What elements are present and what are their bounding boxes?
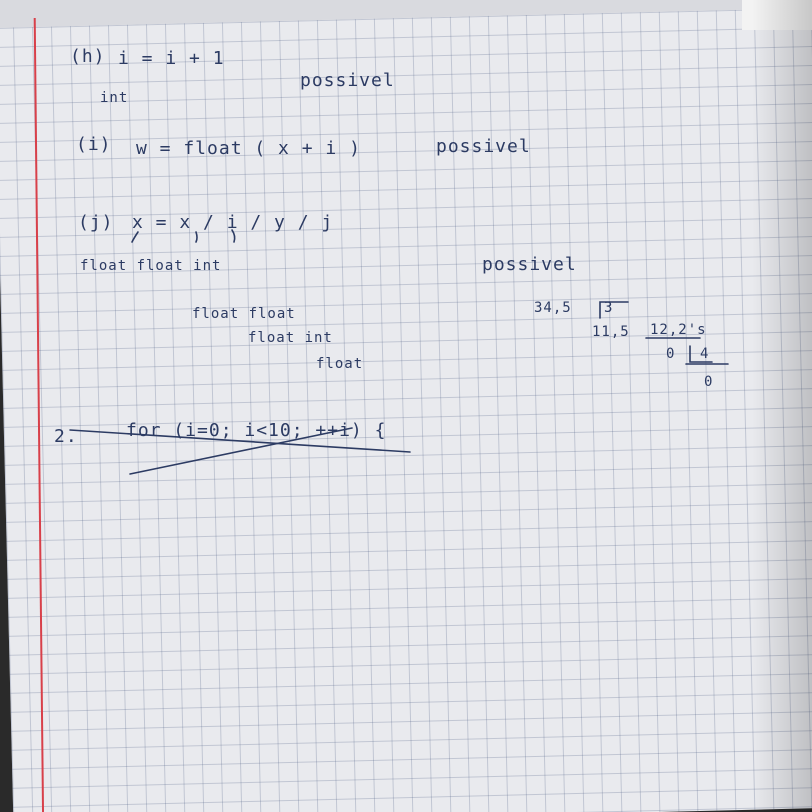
remainder-3: 0 [704,374,714,390]
label-h: (h) [70,46,106,67]
arrow-mark [132,230,235,242]
expr-h: i = i + 1 [118,48,225,69]
verdict-h: possivel [300,70,395,91]
division-line2: 11,5 [592,324,630,340]
dividend: 34,5 [534,300,572,316]
expr-i: w = float ( x + i ) [136,138,361,159]
verdict-i: possivel [436,136,531,157]
expr-j: x = x / i / y / j [132,212,334,233]
quotient: 12,2's [650,322,707,338]
step2-j: float int [248,330,333,346]
verdict-j: possivel [482,254,577,275]
type-h: int [100,90,129,106]
label-i: (i) [76,134,112,155]
item2-number: 2. [54,426,78,447]
step3-j: float [316,356,364,372]
item2-code: for (i=0; i<10; ++i) { [126,420,387,441]
remainder-1: 0 [666,346,676,362]
division-bracket [600,302,728,364]
label-j: (j) [78,212,114,233]
strike-line-1 [70,430,410,452]
strike-line-2 [130,428,352,474]
divisor: 3 [604,300,614,316]
page-edge-shadow [752,0,812,812]
types-j: float float int [80,258,222,274]
step1-j: float float [192,306,296,322]
remainder-2: 4 [700,346,710,362]
